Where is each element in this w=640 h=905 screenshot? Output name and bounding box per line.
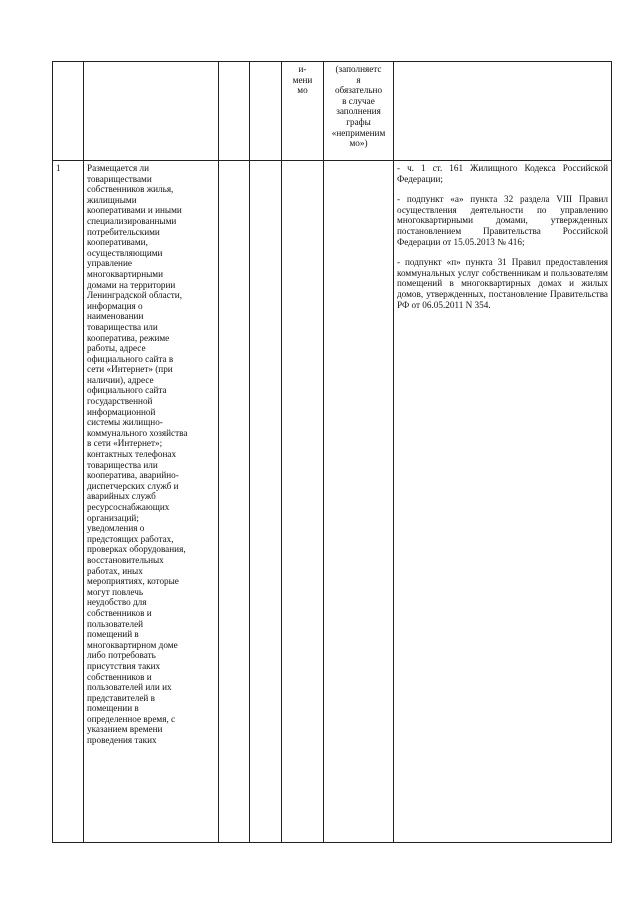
- question-line: уведомления о: [87, 523, 145, 534]
- reference-item: - подпункт «п» пункта 31 Правил предоставления коммунальных услуг собственникам и пользователям помещений в многоквартирных домах и жилых домов, утвержденных, постановление Правительства РФ от 06.05.2011 N 354.: [397, 257, 608, 310]
- question-line: многоквартирном доме: [87, 639, 178, 650]
- question-line: сети «Интернет» (при: [87, 364, 173, 375]
- header-line: и-: [298, 64, 307, 74]
- question-line: неудобство для: [87, 597, 147, 608]
- question-line: ресурсоснабжающих: [87, 502, 170, 512]
- question-line: собственников и: [87, 607, 152, 618]
- header-cell-question: [84, 62, 219, 161]
- header-line: мо: [297, 85, 308, 96]
- row-number: 1: [53, 161, 84, 843]
- question-line: работы, адресе: [87, 343, 146, 354]
- question-text: [87, 163, 215, 746]
- question-line: представителей в: [87, 692, 155, 703]
- question-line: товарищества или: [87, 321, 158, 332]
- header-cell-not-applicable: [282, 62, 324, 161]
- question-line: системы жилищно-: [87, 417, 163, 428]
- answer-cell-no: [250, 161, 282, 843]
- question-line: официального сайта в: [87, 353, 174, 364]
- question-line: товариществами: [87, 173, 152, 184]
- question-line: официального сайта: [87, 385, 167, 396]
- question-line: восстановительных: [87, 554, 164, 565]
- checklist-table: [52, 61, 612, 843]
- header-line: обязательно: [334, 85, 383, 96]
- question-line: пользователей: [87, 618, 144, 629]
- table-row: [53, 161, 612, 843]
- question-line: контактных телефонах: [87, 449, 177, 460]
- question-line: помещений в: [87, 629, 139, 640]
- header-line: в случае: [342, 95, 375, 106]
- header-line: заполнения: [336, 106, 381, 117]
- question-line: кооператива, аварийно-: [87, 470, 179, 481]
- header-line: (заполняетс: [335, 64, 382, 74]
- question-line: собственников жилья,: [87, 184, 174, 195]
- question-line: Размещается ли: [87, 163, 150, 173]
- question-line: диспетчерских служб и: [87, 480, 179, 491]
- question-line: могут повлечь: [87, 586, 144, 597]
- question-line: мероприятиях, которые: [87, 576, 179, 587]
- question-line: жилищными: [87, 194, 137, 205]
- question-line: многоквартирными: [87, 268, 164, 279]
- question-line: либо потребовать: [87, 650, 156, 661]
- question-line: предстоящих работах,: [87, 533, 174, 544]
- question-line: государственной: [87, 396, 153, 407]
- question-line: пользователей или их: [87, 682, 172, 693]
- question-cell: [84, 161, 219, 843]
- question-line: кооперативами,: [87, 237, 148, 248]
- question-line: собственников и: [87, 671, 152, 682]
- question-line: домами на территории: [87, 279, 176, 290]
- question-line: информационной: [87, 406, 156, 417]
- question-line: осуществляющими: [87, 247, 163, 258]
- question-line: проведения таких: [87, 735, 157, 746]
- reference-item: - подпункт «а» пункта 32 раздела VIII Правил осуществления деятельности по управлению многоквартирными домами, утвержденных постановлением Правительства Российской Федерации от 15.05.2013 № 416;: [397, 194, 608, 247]
- question-line: потребительскими: [87, 226, 160, 237]
- header-cell-no: [250, 62, 282, 161]
- question-line: организаций;: [87, 512, 139, 523]
- header-line: мо»): [349, 138, 368, 149]
- question-line: проверках оборудования,: [87, 544, 186, 555]
- answer-cell-note: [324, 161, 394, 843]
- references-cell: [394, 161, 612, 843]
- question-line: наличии), адресе: [87, 374, 154, 385]
- reference-item: - ч. 1 ст. 161 Жилищного Кодекса Российской Федерации;: [397, 163, 608, 184]
- question-line: товарищества или: [87, 459, 158, 470]
- question-line: управление: [87, 258, 132, 269]
- question-line: в сети «Интернет»;: [87, 438, 163, 449]
- question-line: присутствия таких: [87, 660, 161, 671]
- header-cell-yes: [219, 62, 250, 161]
- question-line: информация о: [87, 300, 143, 311]
- question-line: коммунального хозяйства: [87, 427, 188, 438]
- header-cell-references: [394, 62, 612, 161]
- header-cell-note: [324, 62, 394, 161]
- question-line: работах, иных: [87, 565, 143, 576]
- question-line: помещении в: [87, 703, 139, 714]
- question-line: аварийных служб: [87, 491, 156, 502]
- question-line: Ленинградской области,: [87, 290, 183, 301]
- header-line: я: [356, 74, 361, 85]
- question-line: кооперативами и иными: [87, 205, 182, 216]
- table-header-row: [53, 62, 612, 161]
- question-line: наименовании: [87, 311, 144, 322]
- answer-cell-not-applicable: [282, 161, 324, 843]
- header-line: «неприменим: [331, 127, 386, 138]
- question-line: специализированными: [87, 215, 177, 226]
- question-line: указанием времени: [87, 724, 163, 735]
- header-line: мени: [292, 74, 313, 85]
- question-line: определенное время, с: [87, 713, 176, 724]
- header-line: графы: [346, 116, 371, 127]
- question-line: кооператива, режиме: [87, 332, 170, 343]
- header-cell-number: [53, 62, 84, 161]
- answer-cell-yes: [219, 161, 250, 843]
